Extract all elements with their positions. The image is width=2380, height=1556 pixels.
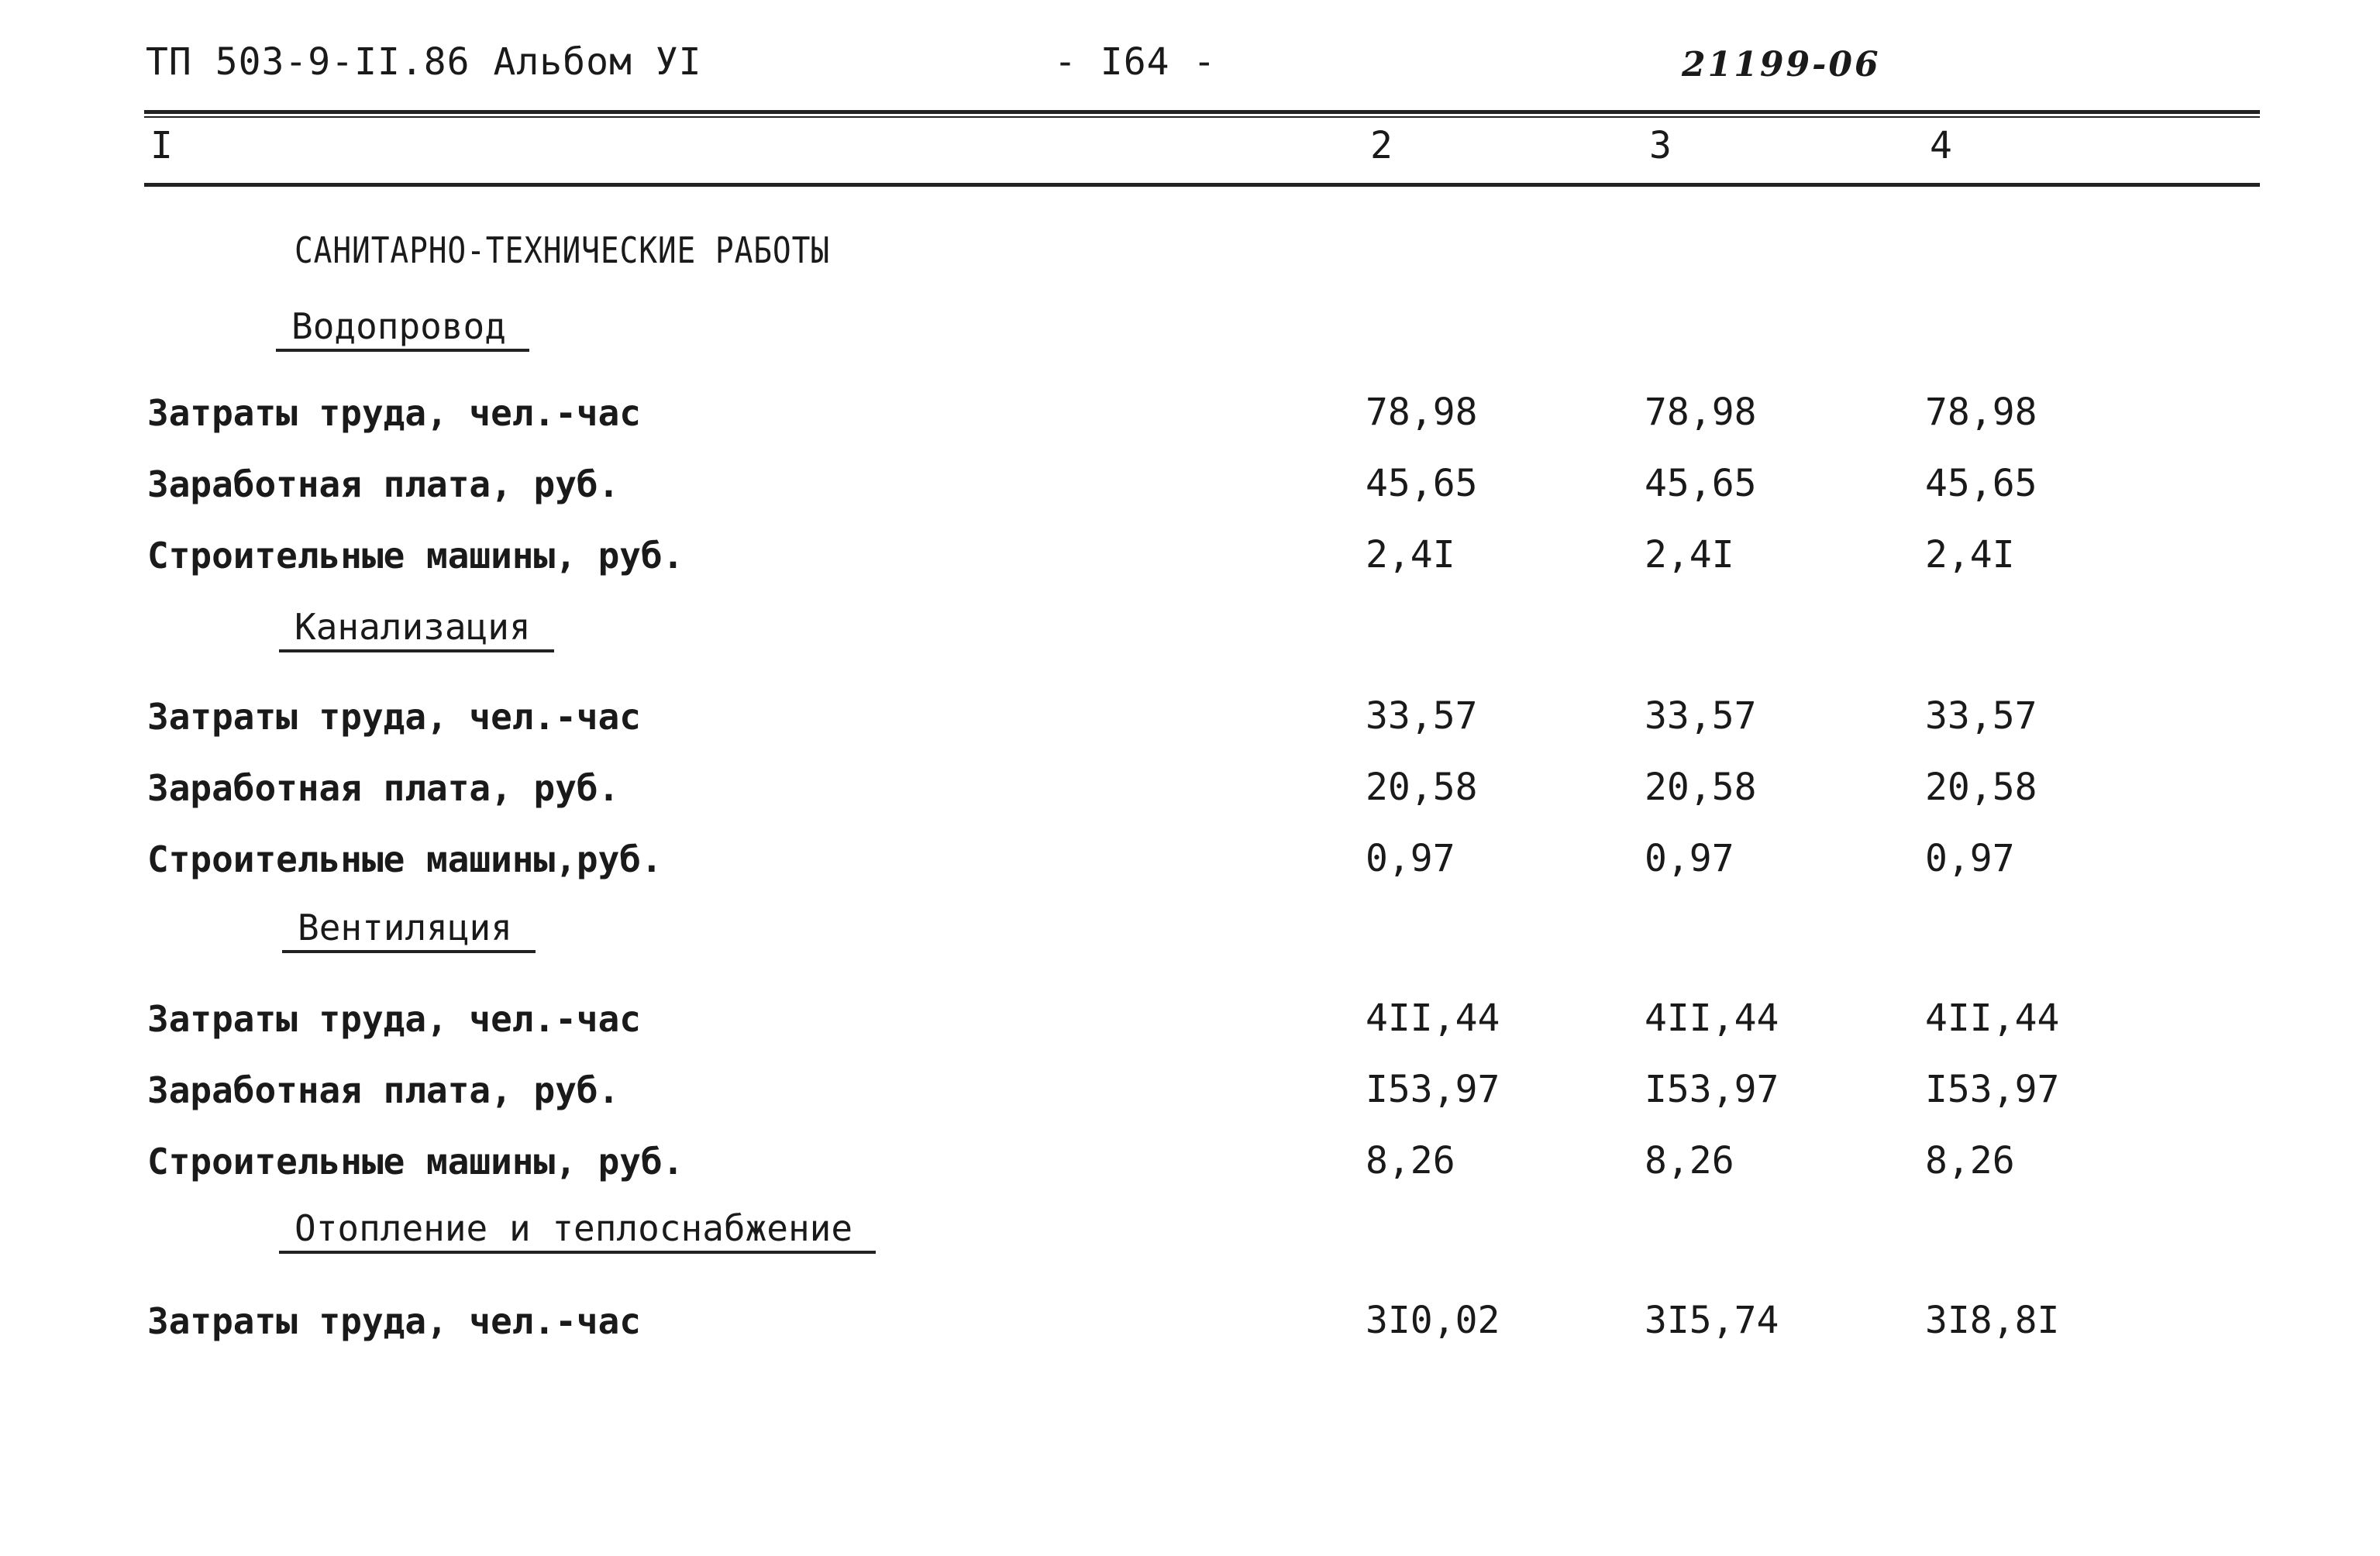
- cell-value: 78,98: [1925, 391, 2037, 434]
- group-title-sewerage: Канализация: [279, 606, 554, 652]
- column-header-2: 2: [1370, 124, 1393, 167]
- cell-value: 0,97: [1925, 837, 2015, 880]
- column-header-4: 4: [1930, 124, 1952, 167]
- cell-value: 2,4I: [1925, 533, 2015, 577]
- row-label: Затраты труда, чел.-час: [147, 1300, 641, 1342]
- cell-value: I53,97: [1645, 1068, 1779, 1111]
- row-label: Затраты труда, чел.-час: [147, 998, 641, 1040]
- cell-value: 2,4I: [1366, 533, 1455, 577]
- cell-value: 8,26: [1645, 1139, 1734, 1182]
- header-rule-bottom: [144, 183, 2260, 187]
- column-header-3: 3: [1649, 124, 1672, 167]
- cell-value: 8,26: [1366, 1139, 1455, 1182]
- cell-value: 0,97: [1645, 837, 1734, 880]
- cell-value: I53,97: [1925, 1068, 2060, 1111]
- column-header-1: I: [150, 124, 173, 167]
- cell-value: 33,57: [1366, 694, 1478, 738]
- cell-value: 45,65: [1366, 462, 1478, 505]
- handwritten-code: 21199-06: [1682, 45, 1881, 84]
- cell-value: 4II,44: [1645, 997, 1779, 1040]
- group-title-ventilation: Вентиляция: [282, 907, 536, 953]
- row-label: Строительные машины,руб.: [147, 838, 663, 880]
- cell-value: 4II,44: [1925, 997, 2060, 1040]
- row-label: Заработная плата, руб.: [147, 463, 620, 505]
- group-title-water-supply: Водопровод: [276, 305, 529, 352]
- row-label: Затраты труда, чел.-час: [147, 696, 641, 738]
- row-label: Заработная плата, руб.: [147, 767, 620, 809]
- cell-value: I53,97: [1366, 1068, 1500, 1111]
- cell-value: 2,4I: [1645, 533, 1734, 577]
- cell-value: 8,26: [1925, 1139, 2015, 1182]
- cell-value: 33,57: [1925, 694, 2037, 738]
- row-label: Строительные машины, руб.: [147, 535, 684, 577]
- group-title-heating: Отопление и теплоснабжение: [279, 1207, 876, 1254]
- row-label: Строительные машины, руб.: [147, 1141, 684, 1182]
- cell-value: 33,57: [1645, 694, 1757, 738]
- cell-value: 4II,44: [1366, 997, 1500, 1040]
- cell-value: 20,58: [1645, 766, 1757, 809]
- row-label: Заработная плата, руб.: [147, 1069, 620, 1111]
- document-reference: ТП 503-9-II.86 Альбом УI: [146, 40, 702, 84]
- cell-value: 78,98: [1366, 391, 1478, 434]
- cell-value: 78,98: [1645, 391, 1757, 434]
- cell-value: 3I5,74: [1645, 1299, 1779, 1342]
- header-rule-top-thin: [144, 116, 2260, 118]
- cell-value: 0,97: [1366, 837, 1455, 880]
- cell-value: 45,65: [1645, 462, 1757, 505]
- page-number: - I64 -: [1054, 40, 1217, 84]
- cell-value: 20,58: [1366, 766, 1478, 809]
- header-rule-top: [144, 110, 2260, 114]
- section-title: САНИТАРНО-ТЕХНИЧЕСКИЕ РАБОТЫ: [294, 229, 830, 271]
- cell-value: 3I0,02: [1366, 1299, 1500, 1342]
- cell-value: 3I8,8I: [1925, 1299, 2060, 1342]
- cell-value: 45,65: [1925, 462, 2037, 505]
- row-label: Затраты труда, чел.-час: [147, 392, 641, 434]
- cell-value: 20,58: [1925, 766, 2037, 809]
